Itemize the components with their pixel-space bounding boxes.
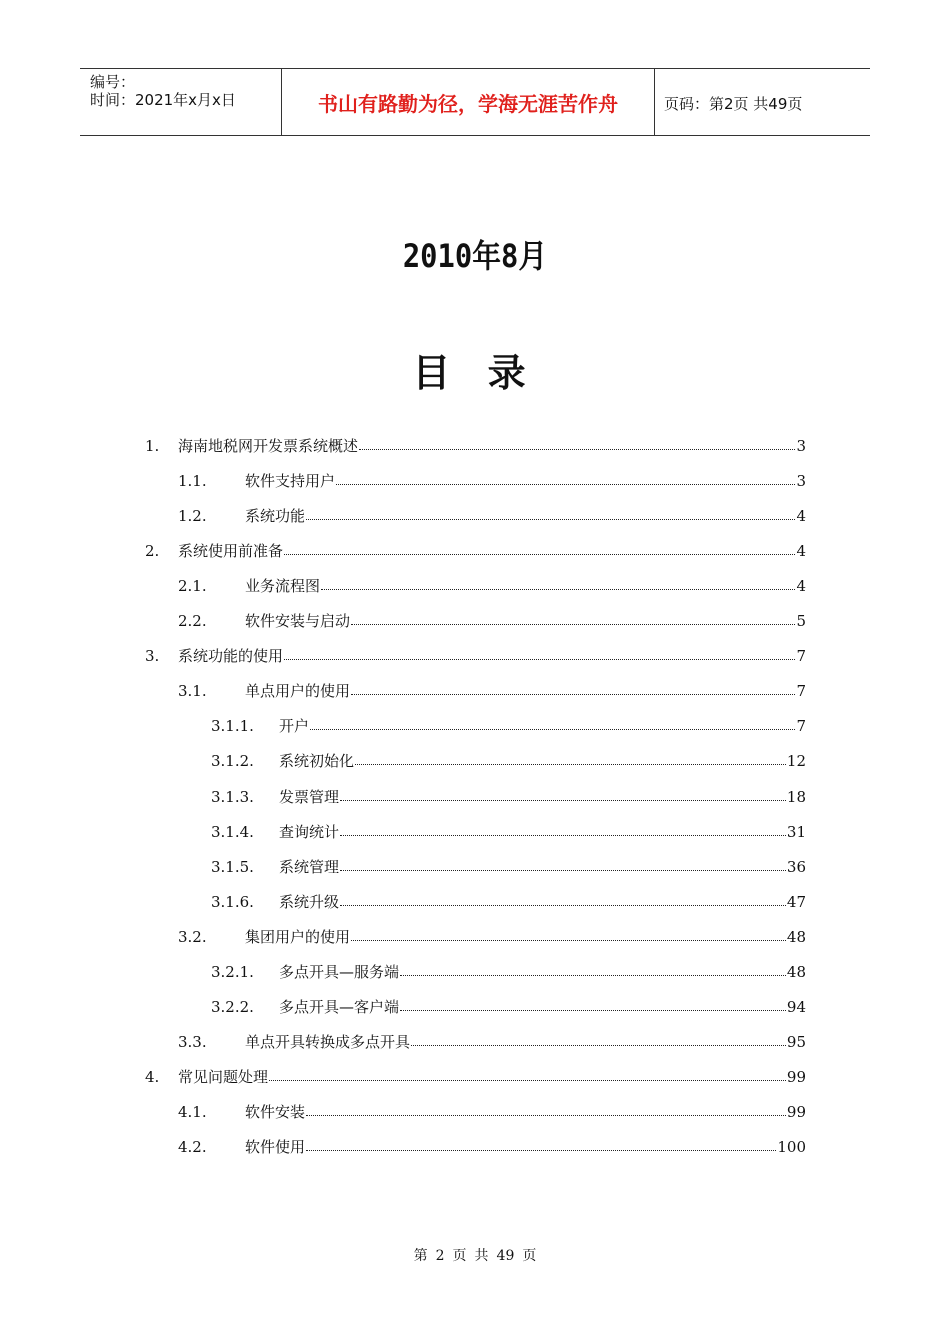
toc-entry-title: 软件安装 bbox=[245, 1102, 306, 1121]
toc-entry-title: 海南地税网开发票系统概述 bbox=[178, 437, 359, 455]
toc-entry-title: 常见问题处理 bbox=[178, 1067, 269, 1086]
document-header bbox=[80, 68, 870, 136]
toc-entry-number: 3.3. bbox=[178, 1032, 207, 1051]
toc-entry-page: 48 bbox=[786, 962, 806, 981]
toc-entry-number: 4. bbox=[145, 1067, 160, 1086]
toc-entry-title: 软件使用 bbox=[245, 1138, 306, 1156]
toc-entry[interactable] bbox=[178, 1134, 806, 1160]
toc-leader-dots bbox=[336, 470, 795, 485]
toc-entry-title: 软件安装与启动 bbox=[245, 612, 351, 631]
toc-leader-dots bbox=[400, 996, 786, 1011]
footer-page-number: 2 bbox=[435, 1248, 445, 1264]
toc-entry-number: 4.1. bbox=[178, 1102, 207, 1121]
header-middle-cell bbox=[282, 69, 655, 135]
header-right-cell bbox=[655, 69, 870, 135]
toc-entry-title: 发票管理 bbox=[279, 787, 340, 806]
toc-entry-page: 95 bbox=[786, 1032, 806, 1051]
toc-entry-page: 4 bbox=[796, 577, 806, 596]
toc-entry[interactable] bbox=[211, 959, 806, 985]
toc-entry-title: 开户 bbox=[279, 717, 310, 736]
toc-entry-page: 18 bbox=[786, 787, 806, 806]
toc-entry-title: 软件支持用户 bbox=[245, 472, 336, 491]
toc-entry-page: 47 bbox=[786, 892, 806, 911]
toc-entry-number: 2. bbox=[145, 542, 160, 561]
document-time-label: 时间：2021年x月x日 bbox=[90, 91, 236, 109]
toc-entry[interactable] bbox=[178, 678, 806, 704]
toc-entry[interactable] bbox=[145, 433, 806, 459]
toc-entry[interactable] bbox=[178, 573, 806, 599]
toc-entry-number: 2.2. bbox=[178, 612, 207, 631]
toc-entry-title: 系统使用前准备 bbox=[178, 542, 284, 561]
toc-entry-title: 查询统计 bbox=[279, 822, 340, 841]
toc-entry[interactable] bbox=[211, 819, 806, 845]
toc-entry-page: 7 bbox=[796, 647, 806, 666]
toc-entry-number: 1.1. bbox=[178, 472, 207, 491]
toc-entry-page: 7 bbox=[796, 717, 806, 736]
footer-ye: 页 bbox=[452, 1248, 467, 1264]
toc-title: 目 录 bbox=[412, 351, 538, 395]
toc-entry-number: 3.1.2. bbox=[211, 752, 254, 771]
toc-entry[interactable] bbox=[211, 713, 806, 739]
toc-entry-page: 12 bbox=[786, 752, 806, 771]
header-motto: 书山有路勤为径，学海无涯苦作舟 bbox=[318, 92, 618, 116]
page-footer bbox=[0, 1246, 950, 1266]
toc-entry-page: 48 bbox=[786, 927, 806, 946]
toc-leader-dots bbox=[269, 1066, 786, 1081]
toc-entry[interactable] bbox=[211, 784, 806, 810]
toc-entry[interactable] bbox=[178, 924, 806, 950]
toc-entry-number: 1.2. bbox=[178, 507, 207, 526]
toc-entry-number: 3.1.3. bbox=[211, 787, 254, 806]
document-date: 2010年8月 bbox=[402, 237, 548, 275]
toc-entry[interactable] bbox=[145, 643, 806, 669]
header-left-cell bbox=[80, 69, 282, 135]
toc-entry-title: 系统功能 bbox=[245, 507, 306, 526]
toc-leader-dots bbox=[359, 435, 795, 450]
toc-entry-page: 3 bbox=[796, 472, 806, 491]
toc-entry-number: 1. bbox=[145, 437, 160, 455]
toc-leader-dots bbox=[321, 575, 795, 590]
toc-entry-title: 系统功能的使用 bbox=[178, 647, 284, 666]
toc-leader-dots bbox=[340, 786, 786, 801]
toc-entry-title: 集团用户的使用 bbox=[245, 927, 351, 946]
toc-entry[interactable] bbox=[178, 468, 806, 494]
toc-entry-page: 36 bbox=[786, 857, 806, 876]
toc-entry-title: 系统管理 bbox=[279, 857, 340, 876]
toc-entry[interactable] bbox=[211, 854, 806, 880]
toc-entry-page: 7 bbox=[796, 682, 806, 701]
toc-leader-dots bbox=[400, 961, 786, 976]
toc-leader-dots bbox=[340, 856, 786, 871]
toc-entry[interactable] bbox=[211, 748, 806, 774]
toc-entry-title: 系统升级 bbox=[279, 892, 340, 911]
toc-entry-number: 3.2.1. bbox=[211, 962, 254, 981]
toc-entry-number: 3.1. bbox=[178, 682, 207, 701]
toc-entry-page: 100 bbox=[777, 1138, 806, 1156]
toc-leader-dots bbox=[340, 891, 786, 906]
toc-entry-number: 3.1.1. bbox=[211, 717, 254, 736]
toc-entry-page: 99 bbox=[786, 1067, 806, 1086]
footer-gong: 共 bbox=[474, 1248, 489, 1264]
toc-entry-title: 多点开具—服务端 bbox=[279, 962, 400, 981]
footer-di: 第 bbox=[413, 1248, 428, 1264]
toc-leader-dots bbox=[411, 1031, 786, 1046]
toc-entry-page: 3 bbox=[796, 437, 806, 455]
toc-entry-title: 系统初始化 bbox=[279, 752, 355, 771]
toc-entry-page: 99 bbox=[786, 1102, 806, 1121]
toc-leader-dots bbox=[284, 540, 795, 555]
toc-entry-page: 4 bbox=[796, 542, 806, 561]
toc-entry[interactable] bbox=[178, 1099, 806, 1125]
toc-entry[interactable] bbox=[178, 1029, 806, 1055]
toc-entry[interactable] bbox=[178, 503, 806, 529]
toc-entry-number: 3.1.4. bbox=[211, 822, 254, 841]
toc-entry[interactable] bbox=[145, 1064, 806, 1090]
toc-entry[interactable] bbox=[211, 889, 806, 915]
toc-entry-page: 31 bbox=[786, 822, 806, 841]
toc-leader-dots bbox=[351, 610, 795, 625]
footer-total-pages: 49 bbox=[496, 1248, 515, 1264]
document-number-label: 编号： bbox=[90, 73, 136, 91]
toc-entry-page: 94 bbox=[786, 997, 806, 1016]
toc-leader-dots bbox=[351, 926, 786, 941]
toc-entry-number: 3.2. bbox=[178, 927, 207, 946]
toc-leader-dots bbox=[355, 750, 786, 765]
toc-entry-title: 单点开具转换成多点开具 bbox=[245, 1032, 411, 1051]
toc-entry-number: 3. bbox=[145, 647, 160, 666]
toc-entry-page: 4 bbox=[796, 507, 806, 526]
toc-leader-dots bbox=[310, 715, 795, 730]
toc-entry-number: 3.2.2. bbox=[211, 997, 254, 1016]
toc-entry-number: 3.1.5. bbox=[211, 857, 254, 876]
toc-entry-number: 4.2. bbox=[178, 1138, 207, 1156]
toc-leader-dots bbox=[351, 680, 795, 695]
header-page-info: 页码：第2页 共49页 bbox=[664, 95, 803, 113]
toc-entry-number: 2.1. bbox=[178, 577, 207, 596]
toc-leader-dots bbox=[284, 645, 795, 660]
toc-leader-dots bbox=[306, 505, 795, 520]
toc-leader-dots bbox=[306, 1101, 786, 1116]
toc-entry[interactable] bbox=[178, 608, 806, 634]
toc-entry-title: 业务流程图 bbox=[245, 577, 321, 596]
toc-entry[interactable] bbox=[211, 994, 806, 1020]
toc-entry-title: 多点开具—客户端 bbox=[279, 997, 400, 1016]
toc-leader-dots bbox=[306, 1136, 776, 1151]
toc-entry-title: 单点用户的使用 bbox=[245, 682, 351, 701]
footer-ye-total: 页 bbox=[522, 1248, 537, 1264]
toc-entry-page: 5 bbox=[796, 612, 806, 631]
toc-leader-dots bbox=[340, 821, 786, 836]
toc-entry[interactable] bbox=[145, 538, 806, 564]
toc-entry-number: 3.1.6. bbox=[211, 892, 254, 911]
